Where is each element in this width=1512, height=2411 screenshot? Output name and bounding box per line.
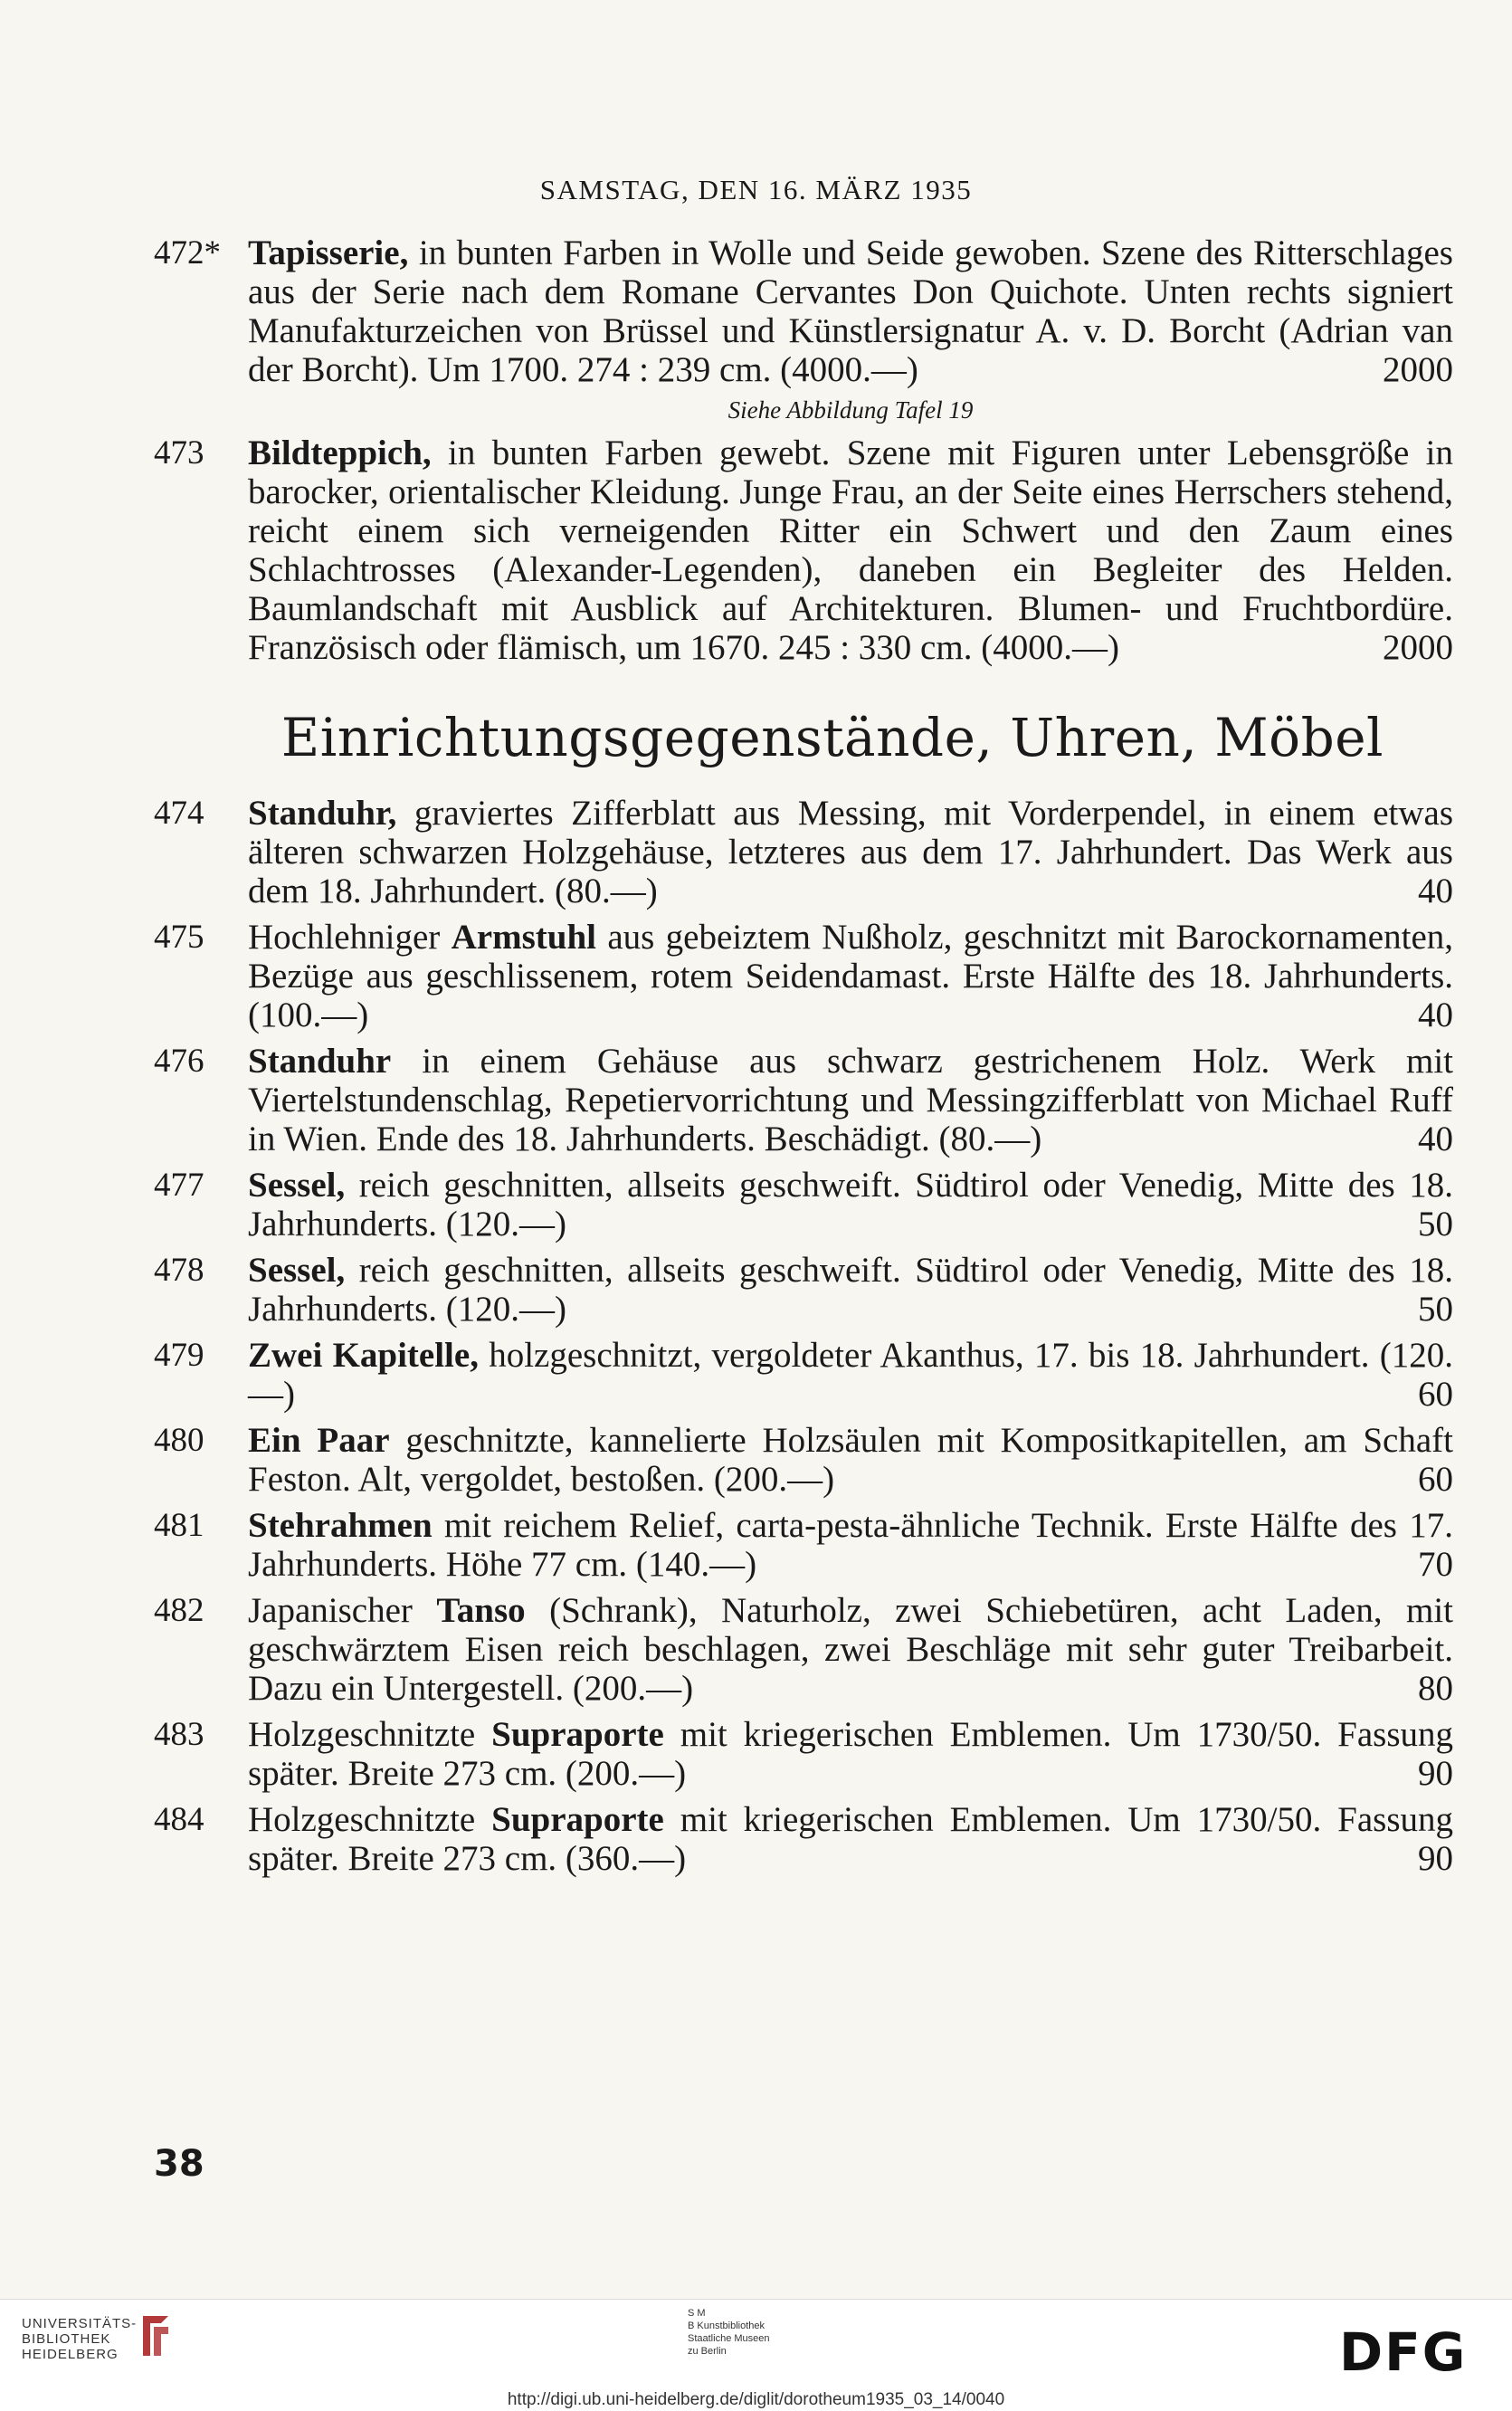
lot-text: graviertes Zifferblatt aus Messing, mit Vorderpendel, in einem etwas älteren schwarzen Holzgehäuse, letzteres aus dem 17. Jahrhundert. Das Werk aus dem 18. Jahrhundert. (80.—): [248, 794, 1453, 910]
lot-title: Ein Paar: [248, 1421, 390, 1460]
lot-price: 40: [1418, 872, 1453, 910]
section-title: Einrichtungsgegenstände, Uhren, Möbel: [281, 707, 1384, 768]
lot-title: Armstuhl: [451, 918, 596, 957]
lot-text: in bunten Farben in Wolle und Seide gewoben. Szene des Ritterschlages aus der Serie nach dem Romane Cervantes Don Quichote. Unten rechts signiert Manufakturzeichen von Brüssel und Künstlersignatur A. v. D. Borcht (Adrian van der Borcht). Um 1700. 274 : 239 cm. (4000.—): [248, 233, 1453, 389]
entries-container: [154, 233, 1457, 1885]
catalog-entry: [154, 1336, 1457, 1414]
lot-description: [248, 918, 1453, 1034]
lot-text: (Schrank), Naturholz, zwei Schiebetüren, acht Laden, mit geschwärztem Eisen reich beschlagen, zwei Beschläge mit sehr guter Treibarbeit. Dazu ein Untergestell. (200.—): [248, 1591, 1454, 1708]
catalog-entry: [154, 794, 1457, 910]
smb-line: Staatliche Museen: [688, 2333, 770, 2344]
lot-price: 40: [1418, 1120, 1453, 1158]
lot-price: 50: [1418, 1205, 1453, 1244]
lot-title: Supraporte: [491, 1800, 664, 1839]
catalog-entry: [154, 918, 1457, 1034]
lot-number: 473: [154, 434, 204, 472]
smb-line: zu Berlin: [688, 2346, 727, 2357]
lot-description: [248, 1591, 1453, 1708]
source-url[interactable]: http://digi.ub.uni-heidelberg.de/diglit/dorotheum1935_03_14/0040: [507, 2390, 1005, 2409]
entries-group-a: [154, 233, 1457, 667]
page-number: 38: [154, 2143, 204, 2185]
smb-logo-text: [688, 2307, 770, 2358]
lot-number: 481: [154, 1507, 204, 1544]
lot-title: Sessel,: [248, 1166, 346, 1205]
lot-title: Supraporte: [491, 1715, 664, 1754]
footer: [0, 2299, 1512, 2411]
lot-prefix: Japanischer: [248, 1591, 437, 1630]
lot-price: 2000: [1383, 628, 1453, 667]
page-header: SAMSTAG, DEN 16. MÄRZ 1935: [539, 174, 973, 205]
lot-number: 472*: [154, 234, 221, 272]
lot-description: [248, 1421, 1453, 1499]
university-library-label: [22, 2316, 137, 2362]
lot-text: in einem Gehäuse aus schwarz gestrichenem Holz. Werk mit Viertelstundenschlag, Repetiervorrichtung und Messingzifferblatt von Michael Ruff in Wien. Ende des 18. Jahrhunderts. Beschädigt. (80.—): [248, 1042, 1453, 1158]
catalog-entry: [154, 1251, 1457, 1329]
lot-text: reich geschnitten, allseits geschweift. Südtirol oder Venedig, Mitte des 18. Jahrhunderts. (120.—): [248, 1166, 1453, 1244]
lot-description: [248, 1251, 1453, 1329]
lot-number: 474: [154, 795, 204, 832]
lot-title: Tanso: [436, 1591, 526, 1630]
university-logo-icon: [134, 2311, 177, 2361]
lot-description: [248, 233, 1453, 389]
lot-description: [248, 1800, 1453, 1878]
lot-number: 475: [154, 919, 204, 956]
lot-description: [248, 1042, 1453, 1158]
lot-price: 60: [1418, 1460, 1453, 1499]
dfg-logo: DFG: [1339, 2321, 1468, 2383]
lot-number: 479: [154, 1337, 204, 1374]
lot-text: mit reichem Relief, carta-pesta-ähnliche Technik. Erste Hälfte des 17. Jahrhunderts. Höhe 77 cm. (140.—): [248, 1506, 1453, 1584]
uni-line: HEIDELBERG: [22, 2347, 119, 2362]
lot-text: geschnitzte, kannelierte Holzsäulen mit Kompositkapitellen, am Schaft Feston. Alt, vergoldet, bestoßen. (200.—): [248, 1421, 1453, 1499]
uni-line: UNIVERSITÄTS-: [22, 2316, 138, 2331]
catalog-entry: [154, 1591, 1457, 1708]
entries-group-b: [154, 794, 1457, 1878]
lot-title: Zwei Kapitelle,: [248, 1336, 479, 1375]
lot-price: 90: [1418, 1754, 1453, 1793]
catalog-entry: [154, 233, 1457, 389]
lot-number: 484: [154, 1801, 204, 1838]
lot-description: [248, 434, 1453, 667]
lot-prefix: Holzgeschnitzte: [248, 1800, 492, 1839]
lot-description: [248, 794, 1453, 910]
lot-number: 476: [154, 1043, 204, 1080]
lot-price: 50: [1418, 1290, 1453, 1329]
lot-text: mit kriegerischen Emblemen. Um 1730/50. Fassung später. Breite 273 cm. (200.—): [248, 1715, 1454, 1793]
lot-description: [248, 1166, 1453, 1244]
lot-text: reich geschnitten, allseits geschweift. Südtirol oder Venedig, Mitte des 18. Jahrhunderts. (120.—): [248, 1251, 1453, 1329]
catalog-entry: [154, 1042, 1457, 1158]
lot-description: [248, 1715, 1453, 1793]
lot-number: 477: [154, 1167, 204, 1204]
lot-number: 480: [154, 1422, 204, 1459]
lot-title: Tapisserie,: [248, 233, 409, 272]
lot-text: mit kriegerischen Emblemen. Um 1730/50. Fassung später. Breite 273 cm. (360.—): [248, 1800, 1454, 1878]
catalog-entry: [154, 1800, 1457, 1878]
lot-text: in bunten Farben gewebt. Szene mit Figuren unter Lebensgröße in barocker, orientalischer Kleidung. Junge Frau, an der Seite eines Herrschers stehend, reicht einem sich verneigenden Ritter ein Schwert und den Zaum eines Schlachtrosses (Alexander-Legenden), daneben ein Begleiter des Helden. Baumlandschaft mit Ausblick auf Architekturen. Blumen- und Fruchtbordüre. Französisch oder flämisch, um 1670. 245 : 330 cm. (4000.—): [248, 434, 1453, 667]
lot-title: Sessel,: [248, 1251, 346, 1290]
lot-note: Siehe Abbildung Tafel 19: [727, 396, 974, 424]
lot-price: 60: [1418, 1375, 1453, 1414]
catalog-entry: [154, 1421, 1457, 1499]
lot-title: Standuhr,: [248, 794, 397, 833]
lot-text: aus gebeiztem Nußholz, geschnitzt mit Barockornamenten, Bezüge aus geschlissenem, rotem Seidendamast. Erste Hälfte des 18. Jahrhunderts. (100.—): [248, 918, 1453, 1034]
lot-prefix: Hochlehniger: [248, 918, 452, 957]
lot-number: 482: [154, 1592, 204, 1629]
catalog-entry: [154, 1715, 1457, 1793]
lot-price: 40: [1418, 996, 1453, 1034]
lot-title: Stehrahmen: [248, 1506, 433, 1545]
lot-text: holzgeschnitzt, vergoldeter Akanthus, 17. bis 18. Jahrhundert. (120.—): [248, 1336, 1454, 1414]
smb-line: S M: [688, 2308, 706, 2319]
lot-number: 478: [154, 1252, 204, 1289]
uni-line: BIBLIOTHEK: [22, 2331, 111, 2347]
smb-line: B Kunstbibliothek: [688, 2320, 765, 2331]
lot-description: [248, 1506, 1453, 1584]
lot-number: 483: [154, 1716, 204, 1753]
lot-title: Bildteppich,: [248, 434, 432, 472]
lot-price: 90: [1418, 1839, 1453, 1878]
catalog-entry: [154, 434, 1457, 667]
catalog-entry: [154, 1506, 1457, 1584]
lot-price: 80: [1418, 1669, 1453, 1708]
lot-prefix: Holzgeschnitzte: [248, 1715, 492, 1754]
lot-price: 2000: [1383, 350, 1453, 389]
lot-description: [248, 1336, 1453, 1414]
lot-price: 70: [1418, 1545, 1453, 1584]
catalog-entry: [154, 1166, 1457, 1244]
lot-title: Standuhr: [248, 1042, 392, 1081]
